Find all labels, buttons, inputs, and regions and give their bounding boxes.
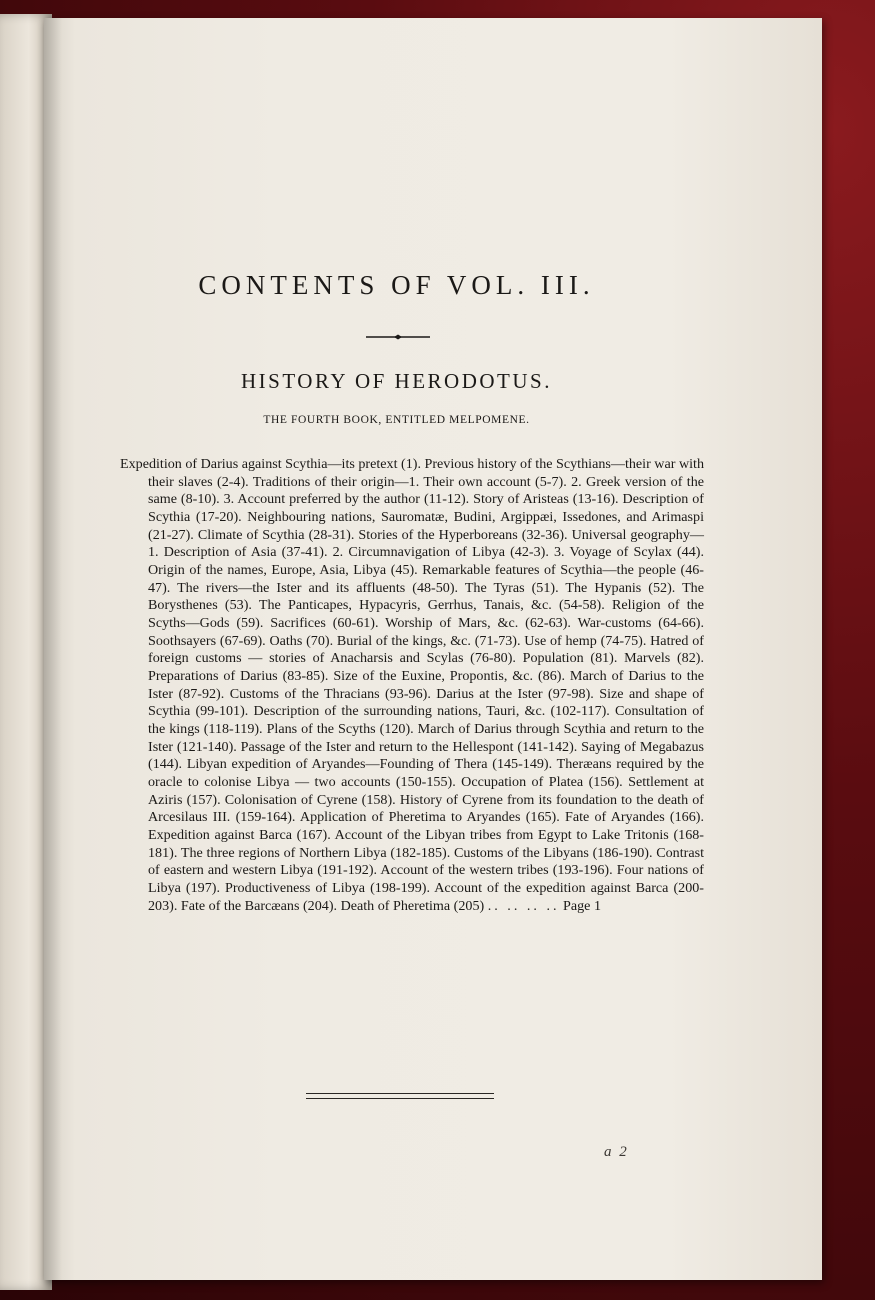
volume-contents-title: CONTENTS OF VOL. III.: [198, 270, 595, 300]
contents-entry: [120, 456, 704, 915]
book-subtitle: THE FOURTH BOOK, ENTITLED MELPOMENE.: [263, 414, 530, 426]
page-reference: Page 1: [563, 897, 601, 914]
divider-ornament: [366, 332, 430, 342]
closing-double-rule: [306, 1093, 494, 1099]
book-page: [44, 18, 822, 1280]
contents-entry-text: Expedition of Darius against Scythia—its pretext (1). Previous history of the Scythians—their war with their slaves (2-4). Traditions of their origin—1. Their own account (5-7). 2. Greek version of the same (8-10). 3. Account preferred by the author (11-12). Story of Aristeas (13-16). Description of Scythia (17-20). Neighbouring nations, Sauromatæ, Budini, Argippæi, Issedones, and Arimaspi (21-27). Climate of Scythia (28-31). Stories of the Hyperboreans (32-36). Universal geography—1. Description of Asia (37-41). 2. Circumnavigation of Libya (42-3). 3. Voyage of Scylax (44). Origin of the names, Europe, Asia, Libya (45). Remarkable features of Scythia—the people (46-47). The rivers—the Ister and its affluents (48-50). The Tyras (51). The Hypanis (52). The Borysthenes (53). The Panticapes, Hypacyris, Gerrhus, Tanais, &c. (54-58). Religion of the Scyths—Gods (59). Sacrifices (60-61). Worship of Mars, &c. (62-63). War-customs (64-66). Soothsayers (67-69). Oaths (70). Burial of the kings, &c. (71-73). Use of hemp (74-75). Hatred of foreign customs — stories of Anacharsis and Scylas (76-80). Population (81). Marvels (82). Preparations of Darius (83-85). Size of the Euxine, Propontis, &c. (86). March of Darius to the Ister (87-92). Customs of the Thracians (93-96). Darius at the Ister (97-98). Size and shape of Scythia (99-101). Description of the surrounding nations, Tauri, &c. (102-117). Consultation of the kings (118-119). Plans of the Scyths (120). March of Darius through Scythia and return to the Ister (121-140). Passage of the Ister and return to the Hellespont (141-142). Saying of Megabazus (144). Libyan expedition of Aryandes—Founding of Thera (145-149). Theræans required by the oracle to colonise Libya — two accounts (150-155). Occupation of Platea (156). Settlement at Aziris (157). Colonisation of Cyrene (158). History of Cyrene from its foundation to the death of Arcesilaus III. (159-164). Application of Pheretima to Aryandes (165). Fate of Aryandes (166). Expedition against Barca (167). Account of the Libyan tribes from Egypt to Lake Tritonis (168-181). The three regions of Northern Libya (182-185). Customs of the Libyans (186-190). Contrast of eastern and western Libya (191-192). Account of the western tribes (193-196). Four nations of Libya (197). Productiveness of Libya (198-199). Account of the expedition against Barca (200-203). Fate of the Barcæans (204). Death of Pheretima (205): [120, 456, 705, 914]
signature-mark: a 2: [604, 1144, 629, 1160]
gutter-shadow: [44, 18, 62, 1280]
work-heading: HISTORY OF HERODOTUS.: [241, 369, 552, 393]
dot-leaders: .. .. .. ..: [487, 897, 560, 914]
